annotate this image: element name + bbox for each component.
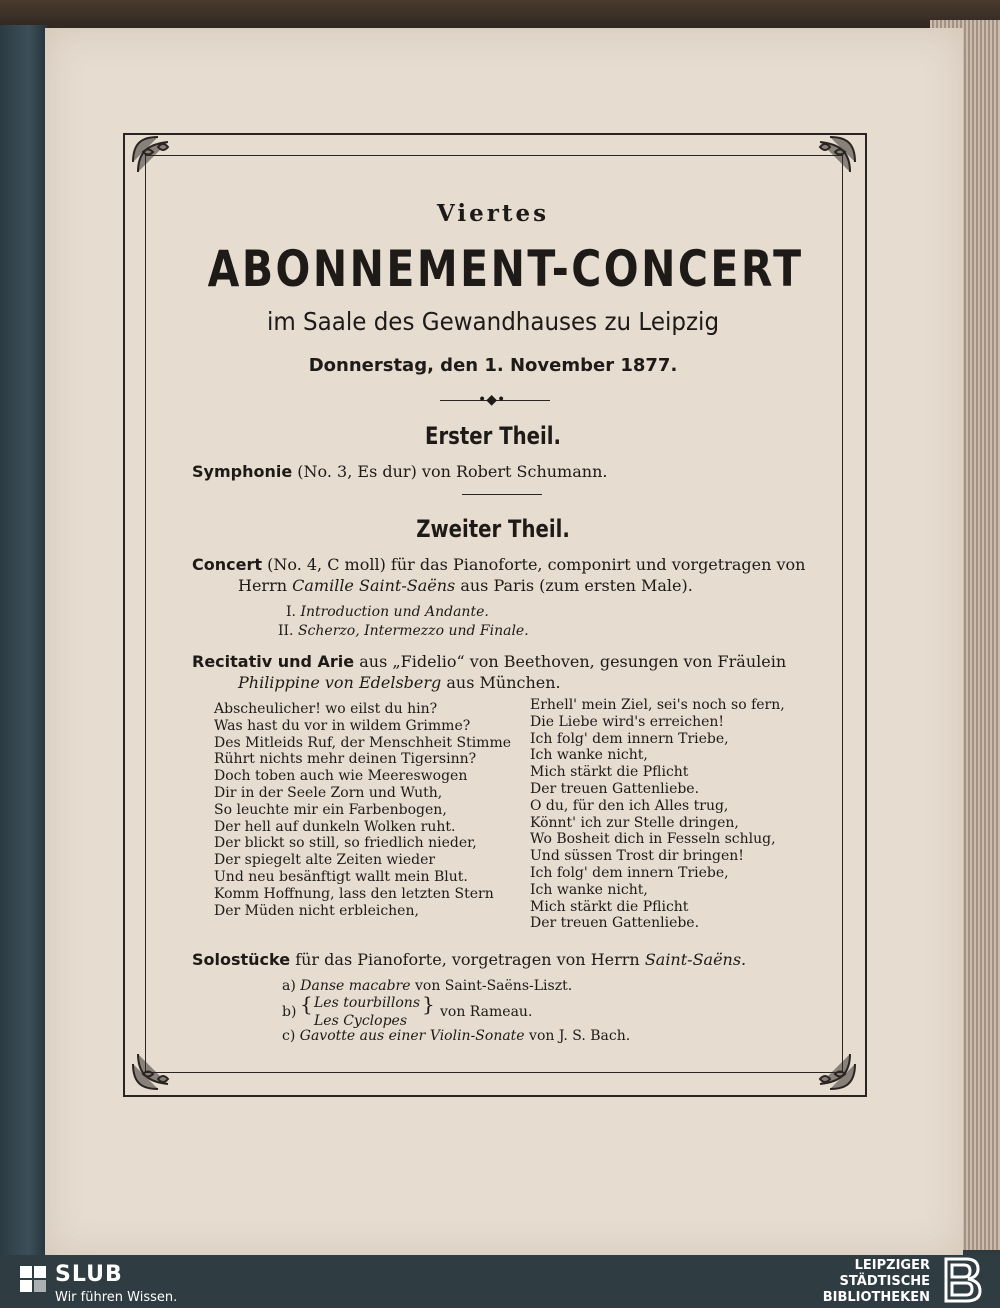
verse-line: Doch toben auch wie Meereswogen xyxy=(214,768,468,785)
verse-line: Komm Hoffnung, lass den letzten Stern xyxy=(214,885,494,902)
item-letter: a) xyxy=(282,978,296,994)
concert-number: Viertes xyxy=(436,200,550,227)
library-line: STÄDTISCHE xyxy=(839,1274,930,1289)
verse-line: Mich stärkt die Pflicht xyxy=(530,764,689,781)
page-title: ABONNEMENT-CONCERT xyxy=(207,240,804,298)
verse-line: Was hast du vor in wildem Grimme? xyxy=(214,717,471,734)
solo-performer: Saint-Saëns. xyxy=(644,950,747,969)
verse-line: Erhell' mein Ziel, sei's noch so fern, xyxy=(530,697,785,713)
symphony-entry xyxy=(192,462,607,481)
aria-singer-line xyxy=(238,673,561,692)
verse-line: Ich folg' dem innern Triebe, xyxy=(530,864,729,881)
divider xyxy=(462,494,542,495)
item-title: Gavotte aus einer Violin-Sonate xyxy=(299,1028,525,1044)
item-letter: c) xyxy=(282,1028,296,1044)
item-suffix: von Saint-Saëns-Liszt. xyxy=(414,978,573,994)
movement-title: Introduction und Andante. xyxy=(300,604,489,620)
concert-performer: Camille Saint-Saëns xyxy=(292,576,456,595)
slub-logo-icon xyxy=(18,1264,48,1294)
verse-line: Die Liebe wird's erreichen! xyxy=(530,713,725,730)
movement-title: Scherzo, Intermezzo und Finale. xyxy=(297,623,529,639)
verse-line: Und süssen Trost dir bringen! xyxy=(530,848,744,865)
verse-line: Der blickt so still, so friedlich nieder, xyxy=(214,835,477,852)
aria-suffix: aus München. xyxy=(446,673,561,692)
slub-name: SLUB xyxy=(55,1262,123,1287)
part-two-heading: Zweiter Theil. xyxy=(416,515,570,543)
solo-item-b-title1: Les tourbillons xyxy=(314,995,421,1011)
aria-label: Recitativ und Arie xyxy=(192,652,355,671)
corner-ornament-icon xyxy=(800,1034,860,1094)
brace-icon: { xyxy=(300,992,313,1016)
verse-line: Dir in der Seele Zorn und Wuth, xyxy=(214,784,443,801)
library-name xyxy=(823,1258,930,1306)
corner-ornament-icon xyxy=(128,1034,188,1094)
book-cover-left xyxy=(0,25,48,1280)
concert-prefix: Herrn xyxy=(238,576,288,595)
verse-line: Der spiegelt alte Zeiten wieder xyxy=(214,852,436,869)
verse-line: Ich wanke nicht, xyxy=(530,881,648,898)
verse-line: Der hell auf dunkeln Wolken ruht. xyxy=(214,818,456,835)
book-top-edge xyxy=(0,0,1000,30)
concert-suffix: aus Paris (zum ersten Male). xyxy=(460,576,693,595)
solo-label: Solostücke xyxy=(192,950,291,969)
brace-icon: } xyxy=(422,992,435,1016)
symphony-text: (No. 3, Es dur) von Robert Schumann. xyxy=(297,462,608,481)
verse-line: O du, für den ich Alles trug, xyxy=(530,797,729,814)
movement-item xyxy=(278,623,529,639)
verse-line: Der treuen Gattenliebe. xyxy=(530,780,700,797)
library-line: LEIPZIGER xyxy=(854,1258,930,1273)
aria-line1: aus „Fidelio“ von Beethoven, gesungen von Fräulein xyxy=(359,652,787,671)
library-logo-icon xyxy=(942,1255,982,1305)
concert-performer-line xyxy=(238,576,693,595)
verse-line: Ich wanke nicht, xyxy=(530,747,648,764)
verse-line: Rührt nichts mehr deinen Tigersinn? xyxy=(214,751,477,768)
aria-text-right xyxy=(530,697,785,932)
verse-line: Wo Bosheit dich in Fesseln schlug, xyxy=(530,831,776,848)
verse-line: So leuchte mir ein Farbenbogen, xyxy=(214,801,447,818)
verse-line: Könnt' ich zur Stelle dringen, xyxy=(530,814,739,831)
concert-line1: (No. 4, C moll) für das Pianoforte, componirt und vorgetragen von xyxy=(267,555,806,574)
aria-singer: Philippine von Edelsberg xyxy=(238,673,442,692)
part-one-heading: Erster Theil. xyxy=(425,422,561,450)
concert-label: Concert xyxy=(192,555,262,574)
symphony-label: Symphonie xyxy=(192,462,293,481)
movement-num: I. xyxy=(286,604,296,620)
concert-date: Donnerstag, den 1. November 1877. xyxy=(308,355,678,376)
solo-line1: für das Pianoforte, vorgetragen von Herrn xyxy=(295,950,640,969)
library-line: BIBLIOTHEKEN xyxy=(822,1290,930,1305)
verse-line: Abscheulicher! wo eilst du hin? xyxy=(214,701,438,717)
solo-entry xyxy=(192,950,746,969)
corner-ornament-icon xyxy=(128,132,188,192)
solo-item-b-letter: b) xyxy=(282,1004,297,1020)
aria-text-left xyxy=(214,701,511,919)
concert-entry xyxy=(192,555,805,574)
aria-entry xyxy=(192,652,786,671)
item-suffix: von J. S. Bach. xyxy=(529,1028,631,1044)
verse-line: Der treuen Gattenliebe. xyxy=(530,915,700,932)
solo-item-b-suffix: von Rameau. xyxy=(440,1004,533,1020)
slub-tagline: Wir führen Wissen. xyxy=(55,1290,178,1305)
verse-line: Und neu besänftigt wallt mein Blut. xyxy=(214,868,468,885)
movement-item xyxy=(286,604,489,620)
verse-line: Ich folg' dem innern Triebe, xyxy=(530,730,729,747)
verse-line: Mich stärkt die Pflicht xyxy=(530,898,689,915)
verse-line: Des Mitleids Ruf, der Menschheit Stimme xyxy=(214,734,512,751)
divider-ornament-icon: •◆• xyxy=(478,392,506,408)
verse-line: Der Müden nicht erbleichen, xyxy=(214,902,419,919)
item-title: Danse macabre xyxy=(300,978,411,994)
solo-item-c xyxy=(282,1028,630,1044)
corner-ornament-icon xyxy=(800,132,860,192)
venue: im Saale des Gewandhauses zu Leipzig xyxy=(266,307,720,336)
movement-num: II. xyxy=(278,623,294,639)
solo-item-b-title2: Les Cyclopes xyxy=(314,1013,408,1029)
